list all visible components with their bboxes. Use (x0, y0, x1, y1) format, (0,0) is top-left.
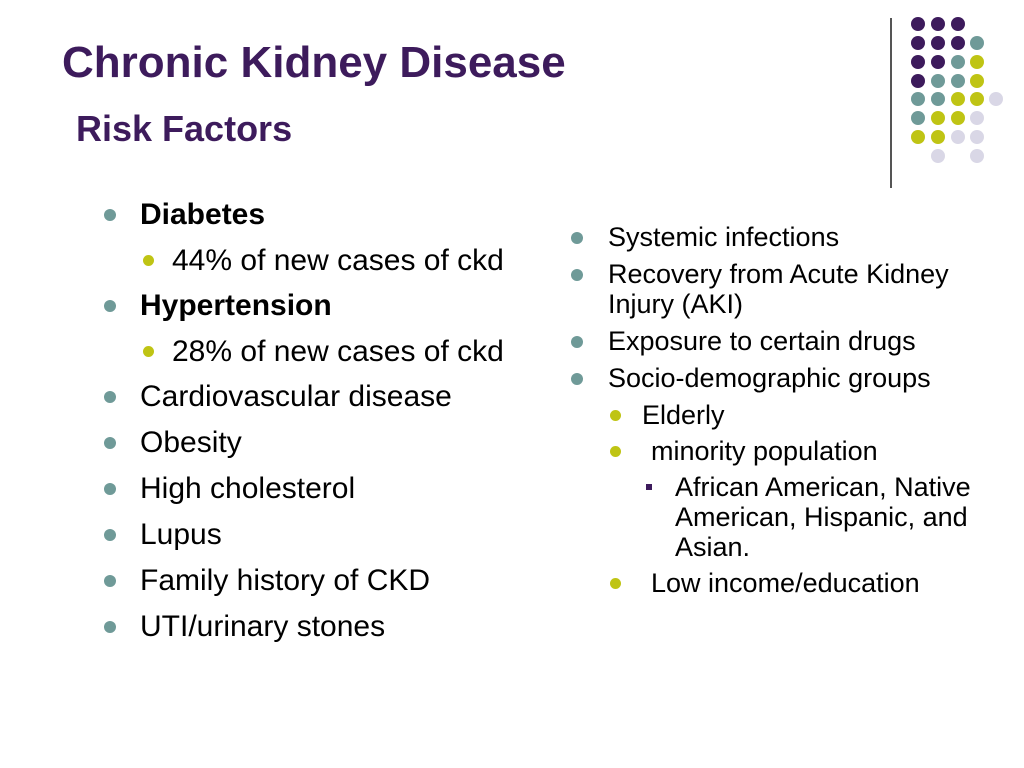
list-item-text: Socio-demographic groups (608, 363, 931, 393)
list-subitem (100, 242, 520, 279)
decorative-dot (970, 130, 984, 144)
list-item (566, 259, 986, 319)
bullet-icon (610, 446, 621, 457)
bullet-icon (104, 209, 116, 221)
list-item (100, 196, 520, 233)
bullet-icon (104, 437, 116, 449)
list-subitem (566, 436, 986, 466)
decorative-dot (951, 17, 965, 31)
list-item-text: Family history of CKD (140, 564, 431, 597)
decorative-dot (931, 55, 945, 69)
list-item-text: UTI/urinary stones (140, 610, 386, 643)
decorative-dot (931, 74, 945, 88)
decorative-dot (911, 36, 925, 50)
bullet-icon (610, 410, 621, 421)
decorative-dot (911, 17, 925, 31)
list-item-text: 28% of new cases of ckd (172, 335, 504, 368)
bullet-icon (143, 255, 154, 266)
decorative-dot (931, 130, 945, 144)
list-subitem (566, 400, 986, 430)
list-item (100, 470, 520, 507)
list-item (100, 562, 520, 599)
list-item (100, 516, 520, 553)
decorative-dot (970, 92, 984, 106)
list-item-text: Low income/education (651, 568, 920, 598)
bullet-icon (610, 578, 621, 589)
bullet-icon (571, 336, 583, 348)
list-subitem (100, 333, 520, 370)
bullet-icon (571, 269, 583, 281)
decorative-dot (911, 130, 925, 144)
bullet-icon (571, 232, 583, 244)
right-bullet-list (566, 222, 986, 604)
decorative-dot (951, 55, 965, 69)
slide-subtitle: Risk Factors (76, 108, 293, 149)
bullet-icon (104, 483, 116, 495)
list-item (100, 424, 520, 461)
list-item-text: Elderly (642, 400, 725, 430)
bullet-icon (104, 529, 116, 541)
decorative-dot (970, 111, 984, 125)
list-item-text: 44% of new cases of ckd (172, 244, 504, 277)
list-item-text: Systemic infections (608, 222, 840, 252)
decorative-dot (911, 74, 925, 88)
decorative-dot (989, 92, 1003, 106)
list-item (566, 363, 986, 393)
bullet-icon (104, 575, 116, 587)
list-item-text: Obesity (140, 426, 242, 459)
decorative-dot (931, 149, 945, 163)
list-item-text: Exposure to certain drugs (608, 326, 916, 356)
list-item-text: High cholesterol (140, 472, 356, 505)
decorative-dot (970, 36, 984, 50)
list-item-text: Lupus (140, 518, 222, 551)
list-item (100, 287, 520, 324)
decorative-dot (931, 36, 945, 50)
bullet-icon (104, 621, 116, 633)
decorative-dot (911, 111, 925, 125)
left-bullet-list (100, 196, 520, 654)
list-item-text: Diabetes (140, 198, 266, 231)
decorative-dot (911, 55, 925, 69)
decorative-dot (951, 36, 965, 50)
list-item (566, 326, 986, 356)
decorative-dot (931, 17, 945, 31)
list-item (566, 222, 986, 252)
bullet-icon (104, 300, 116, 312)
decorative-dot (970, 55, 984, 69)
list-item-text: Cardiovascular disease (140, 380, 452, 413)
decorative-dot (970, 149, 984, 163)
list-item-text: Recovery from Acute Kidney Injury (AKI) (608, 259, 949, 319)
bullet-icon (104, 391, 116, 403)
decorative-dot (931, 111, 945, 125)
list-item-text: African American, Native American, Hispanic, and Asian. (675, 472, 971, 562)
list-item (100, 378, 520, 415)
list-subitem (566, 568, 986, 598)
bullet-icon (143, 346, 154, 357)
decorative-dot (951, 130, 965, 144)
decorative-dot (951, 92, 965, 106)
decorative-dot (970, 74, 984, 88)
list-item-text: Hypertension (140, 289, 332, 322)
decorative-dot (951, 74, 965, 88)
slide-title: Chronic Kidney Disease (62, 38, 566, 87)
decorative-dot (931, 92, 945, 106)
decorative-dot-grid (0, 0, 1024, 200)
decorative-dot (911, 92, 925, 106)
list-subsubitem (566, 472, 986, 562)
bullet-icon (571, 373, 583, 385)
list-item (100, 608, 520, 645)
decorative-dot (951, 111, 965, 125)
list-item-text: minority population (651, 436, 878, 466)
square-bullet-icon (646, 484, 652, 490)
